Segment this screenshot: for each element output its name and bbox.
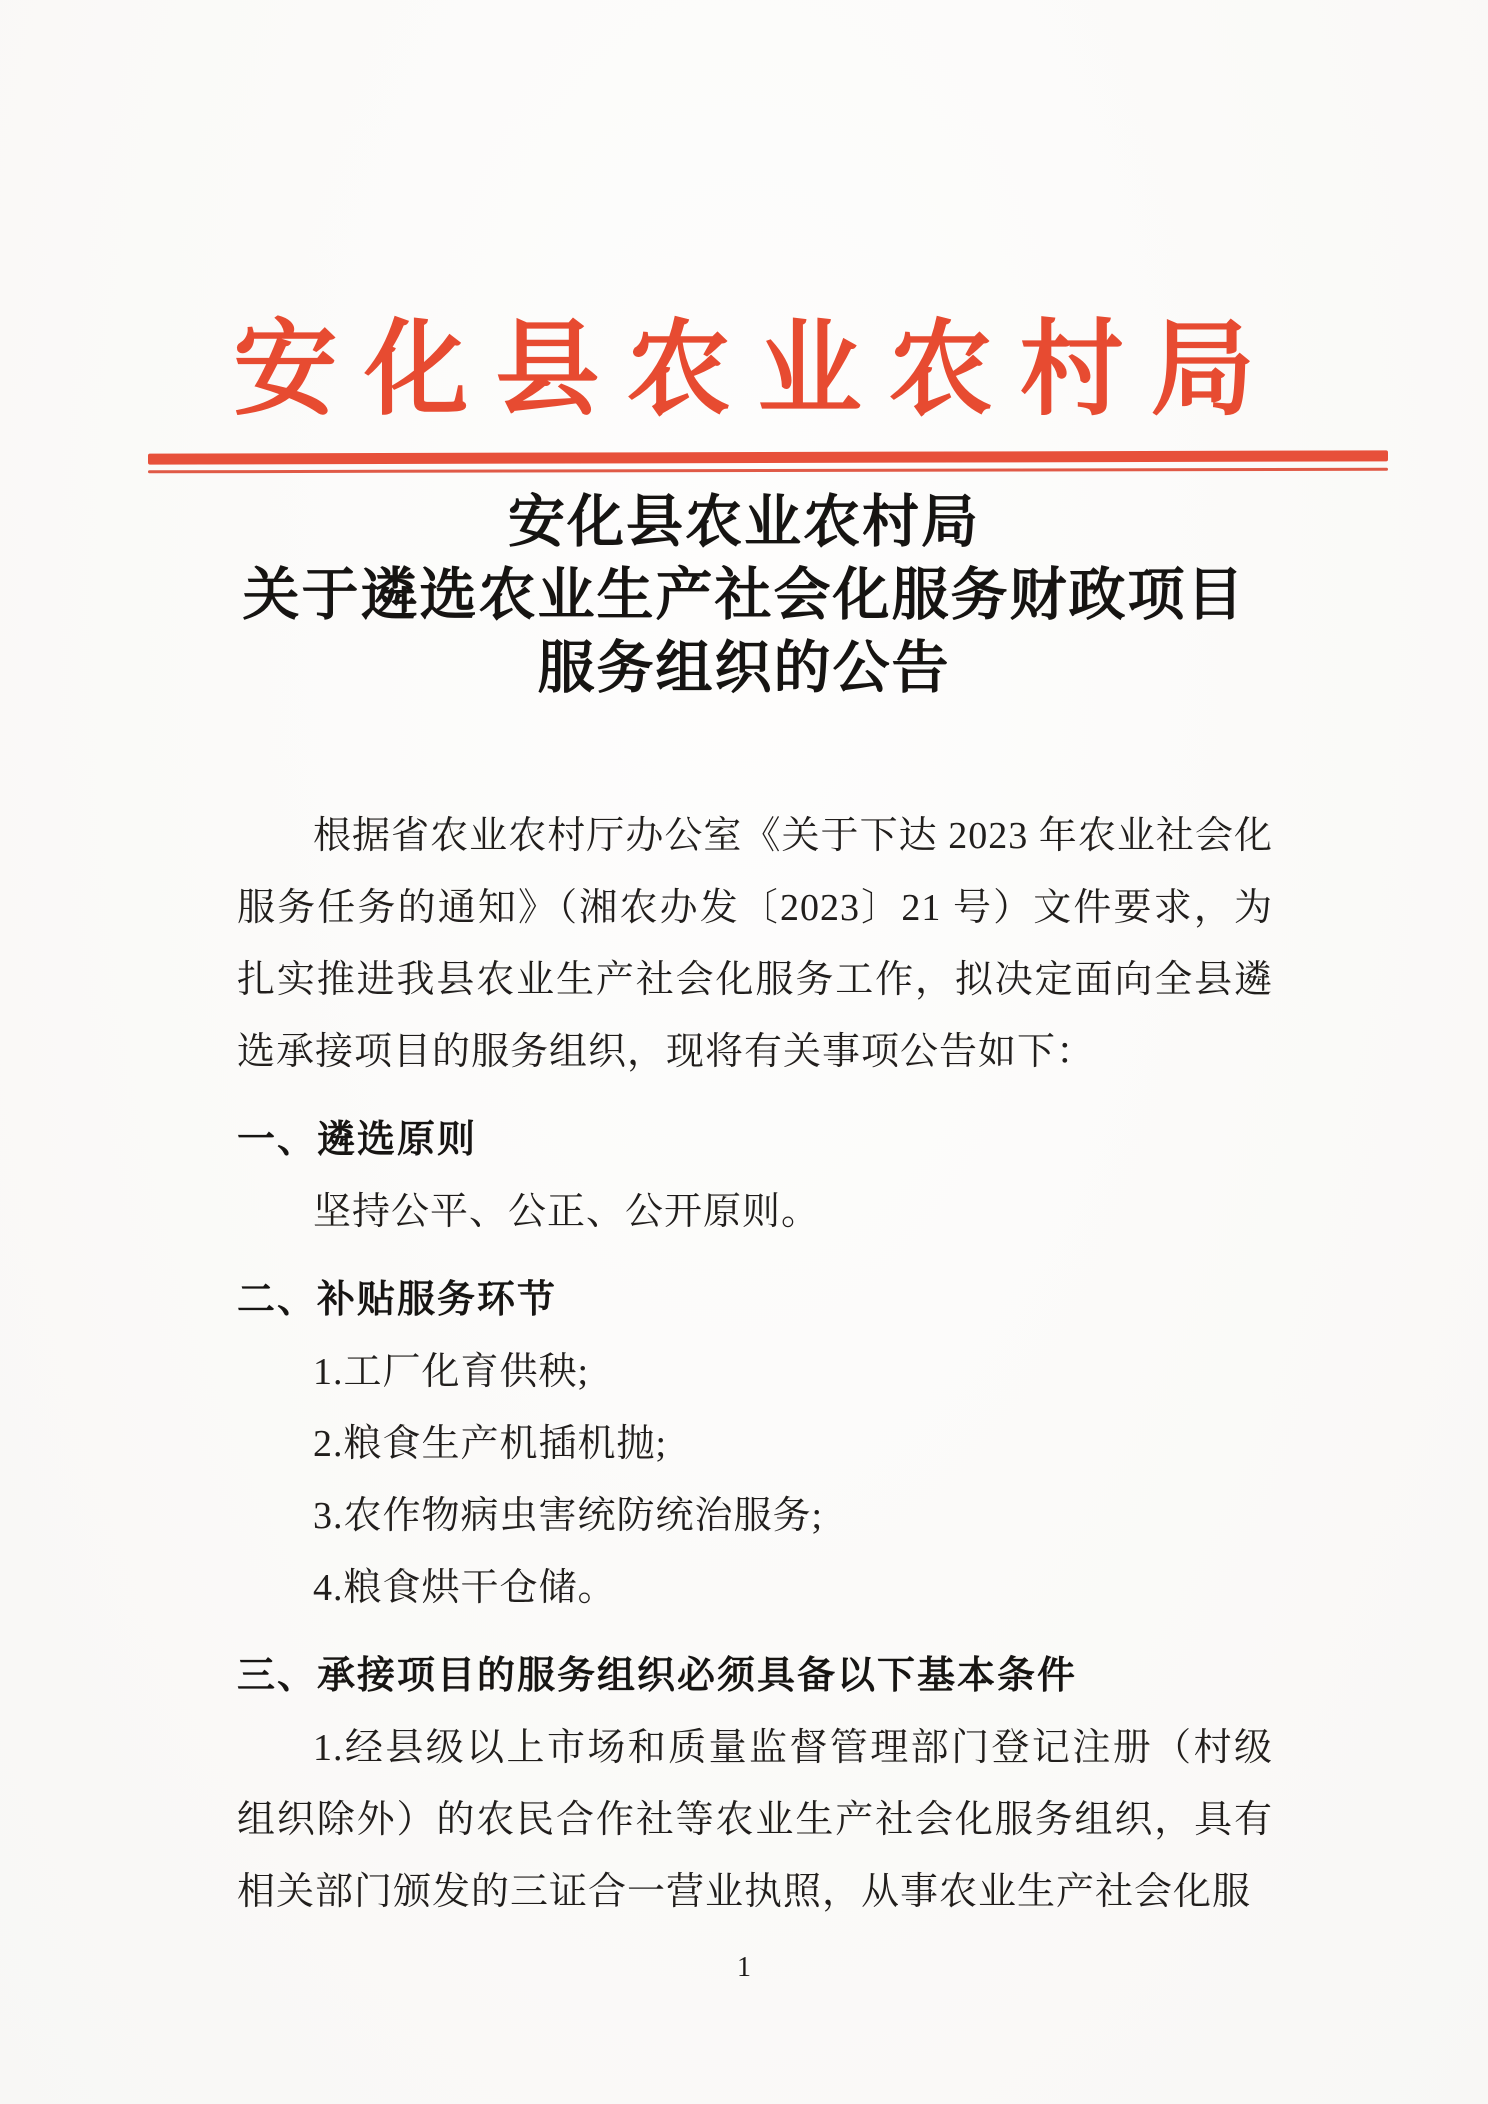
list-item-1: 1.工厂化育供秧; [313,1351,590,1393]
divider-thick-line [148,450,1388,464]
section-heading-2: 二、补贴服务环节 [237,1279,558,1321]
list-item-3: 3.农作物病虫害统防统治服务; [313,1495,824,1537]
paragraph-intro: 根据省农业农村厅办公室《关于下达 2023 年农业社会化服务任务的通知》（湘农办发〔2023〕21 号）文件要求，为扎实推进我县农业生产社会化服务工作，拟决定面向全县遴选承接项目的服务组织，现将有关事项公告如下： [237,815,1273,1073]
divider-thin-line [148,468,1388,474]
page-number: 1 [737,1952,751,1983]
list-item-4: 4.粮食烘干仓储。 [313,1567,617,1609]
section-heading-3: 三、承接项目的服务组织必须具备以下基本条件 [237,1655,1078,1697]
title-line-1: 安化县农业农村局 [508,491,980,554]
paragraph-principle: 坚持公平、公正、公开原则。 [313,1191,821,1233]
letterhead-divider [148,452,1388,472]
document-title [0,486,1488,705]
letterhead-title: 安化县农业农村局 [233,313,1282,428]
list-item-2: 2.粮食生产机插机抛; [313,1423,668,1465]
section-heading-1: 一、遴选原则 [237,1119,478,1161]
paragraph-condition-1: 1.经县级以上市场和质量监督管理部门登记注册（村级组织除外）的农民合作社等农业生产社会化服务组织，具有相关部门颁发的三证合一营业执照，从事农业生产社会化服 [237,1727,1273,1913]
title-line-3: 服务组织的公告 [537,637,951,700]
document-body [237,800,1273,1928]
title-line-2: 关于遴选农业生产社会化服务财政项目 [242,564,1246,627]
